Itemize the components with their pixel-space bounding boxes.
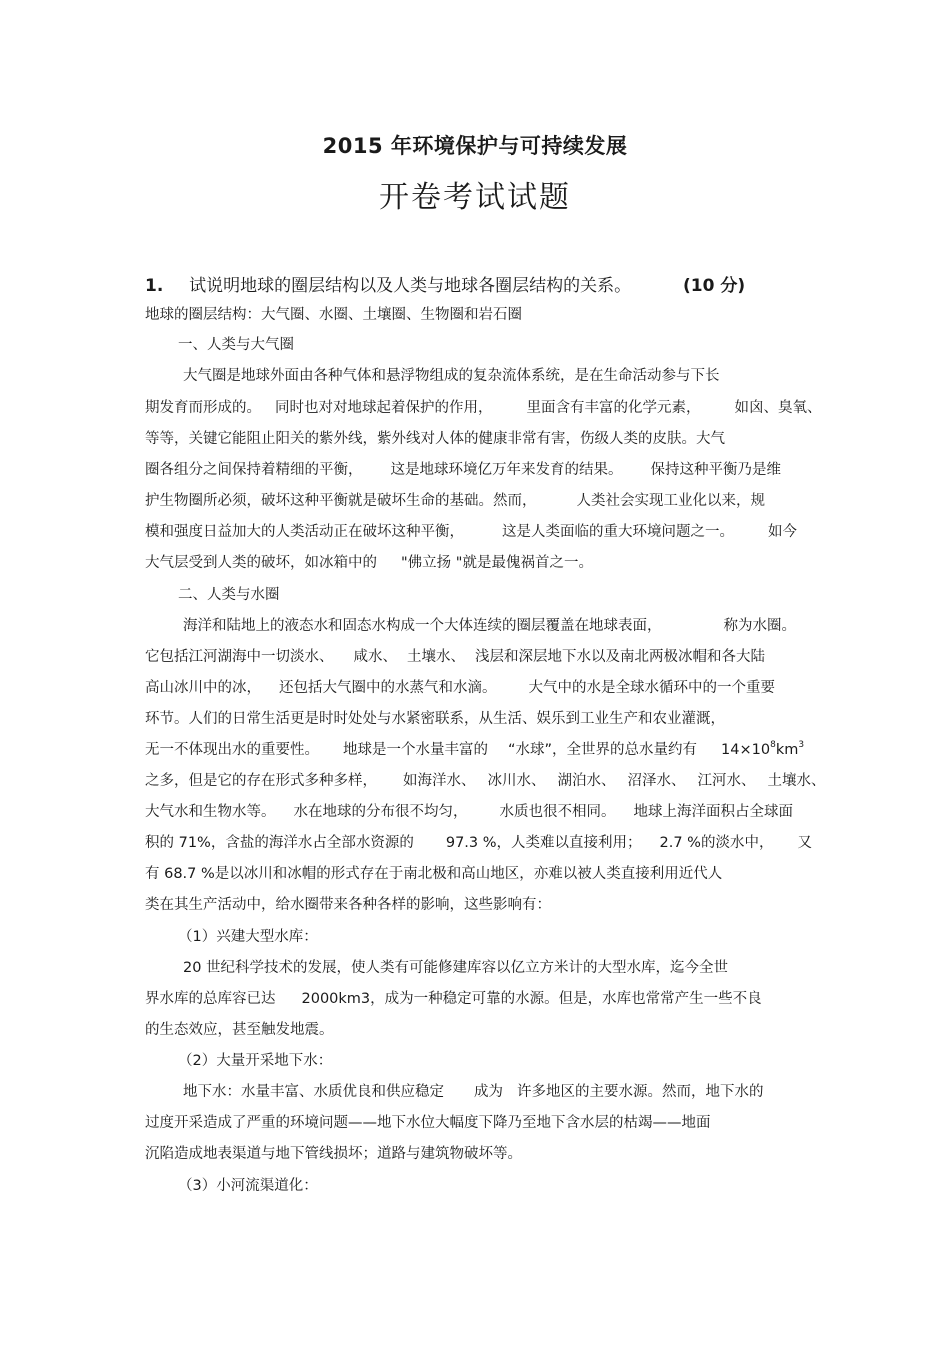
text-segment: 积的 71%，含盐的海洋水占全部水资源的 xyxy=(145,835,414,851)
paragraph-line: 地球的圈层结构：大气圈、水圈、土壤圈、生物圈和岩石圈 xyxy=(145,307,522,323)
document-title: 2015 年环境保护与可持续发展 xyxy=(322,134,628,158)
text-segment: 之多，但是它的存在形式多种多样， xyxy=(145,773,377,789)
text-segment: 它包括江河湖海中一切淡水、 xyxy=(145,649,334,665)
paragraph-line: 的生态效应，甚至触发地震。 xyxy=(145,1022,334,1038)
text-segment: 大气中的水是全球水循环中的一个重要 xyxy=(528,680,775,696)
paragraph-line xyxy=(145,398,822,418)
subheading-reservoirs: （1）兴建大型水库： xyxy=(178,929,318,945)
paragraph-line xyxy=(145,740,804,760)
paragraph-line xyxy=(145,553,593,573)
paragraph-line xyxy=(145,647,765,667)
text-segment: 2.7 %的淡水中， xyxy=(659,835,774,851)
text-segment: 里面含有丰富的化学元素， xyxy=(526,400,701,416)
question-1 xyxy=(145,276,745,296)
text-segment: 无一不体现出水的重要性。 xyxy=(145,742,319,758)
text-segment: 如囟、臭氧、 xyxy=(734,400,822,416)
text-segment: 2000km3，成为一种稳定可靠的水源。但是，水库也常常产生一些不良 xyxy=(301,991,762,1007)
paragraph-line xyxy=(145,989,762,1009)
paragraph-line xyxy=(145,833,812,853)
text-segment: 还包括大气圈中的水蒸气和水滴。 xyxy=(279,680,497,696)
text-segment: 又 xyxy=(797,835,812,851)
text-segment: 这是人类面临的重大环境问题之一。 xyxy=(502,524,734,540)
subheading-groundwater: （2）大量开采地下水： xyxy=(178,1053,333,1069)
text-segment: 水质也很不相同。 xyxy=(499,804,616,820)
text-segment: 冰川水、 xyxy=(487,773,546,789)
paragraph-line: 有 68.7 %是以冰川和冰帽的形式存在于南北极和高山地区，亦难以被人类直接利用近代人 xyxy=(145,866,723,882)
section-heading-hydrosphere: 二、人类与水圈 xyxy=(178,587,280,603)
paragraph-line xyxy=(145,460,781,480)
unit: km xyxy=(775,742,799,758)
paragraph-line: 大气圈是地球外面由各种气体和悬浮物组成的复杂流体系统，是在生命活动参与下长 xyxy=(183,368,720,384)
paragraph-line xyxy=(145,771,826,791)
paragraph-line xyxy=(183,1082,764,1102)
exponent: 3 xyxy=(798,740,805,750)
text-segment: 护生物圈所必须，破坏这种平衡就是破坏生命的基础。然而， xyxy=(145,493,537,509)
paragraph-line: 沉陷造成地表渠道与地下管线损坏；道路与建筑物破坏等。 xyxy=(145,1146,522,1162)
text-segment: 湖泊水、 xyxy=(557,773,616,789)
question-text: 试说明地球的圈层结构以及人类与地球各圈层结构的关系。 xyxy=(189,276,632,296)
paragraph-line xyxy=(145,678,775,698)
text-segment: 期发育而形成的。 xyxy=(145,400,261,416)
text-segment: 海洋和陆地上的液态水和固态水构成一个大体连续的圈层覆盖在地球表面， xyxy=(183,618,662,634)
text-segment: 沼泽水、 xyxy=(627,773,686,789)
text-segment: 模和强度日益加大的人类活动正在破坏这种平衡， xyxy=(145,524,464,540)
text-segment: 圈各组分之间保持着精细的平衡， xyxy=(145,462,363,478)
exponent: 8 xyxy=(770,740,776,750)
text-segment: 水在地球的分布很不均匀， xyxy=(293,804,468,820)
text-segment: 这是地球环境亿万年来发育的结果。 xyxy=(390,462,623,478)
text-segment: 地球上海洋面积占全球面 xyxy=(633,804,793,820)
paragraph-line xyxy=(183,616,796,636)
text-segment: 保持这种平衡乃是维 xyxy=(650,462,781,478)
text-segment: 如海洋水、 xyxy=(403,773,476,789)
document-subtitle: 开卷考试试题 xyxy=(379,180,571,215)
question-score: (10 分) xyxy=(682,276,746,296)
text-segment: “水球”，全世界的总水量约有 xyxy=(508,742,698,758)
section-heading-atmosphere: 一、人类与大气圈 xyxy=(178,337,294,353)
text-segment: 土壤水、 xyxy=(767,773,826,789)
text-segment: 14×10 xyxy=(721,742,771,758)
text-segment: 地下水：水量丰富、水质优良和供应稳定 xyxy=(183,1084,444,1100)
text-segment: 咸水、 xyxy=(353,649,397,665)
text-segment: 许多地区的主要水源。然而，地下水的 xyxy=(517,1084,764,1100)
paragraph-line: 过度开采造成了严重的环境问题——地下水位大幅度下降乃至地下含水层的枯竭——地面 xyxy=(145,1115,711,1131)
text-segment: 人类社会实现工业化以来，规 xyxy=(576,493,765,509)
text-segment: 土壤水、 xyxy=(407,649,465,665)
paragraph-line xyxy=(145,522,797,542)
subheading-channelization: （3）小河流渠道化： xyxy=(178,1178,318,1194)
text-segment: "佛立扬 "就是最傀祸首之一。 xyxy=(401,555,593,571)
text-segment: 称为水圈。 xyxy=(723,618,796,634)
text-segment: 高山冰川中的冰， xyxy=(145,680,261,696)
question-number: 1. xyxy=(145,276,164,296)
text-segment: 江河水、 xyxy=(697,773,756,789)
text-segment: 浅层和深层地下水以及南北两极冰帽和各大陆 xyxy=(475,649,765,665)
text-segment: 同时也对对地球起着保护的作用， xyxy=(275,400,493,416)
paragraph-line: 类在其生产活动中，给水圈带来各种各样的影响，这些影响有： xyxy=(145,897,551,913)
paragraph-line xyxy=(145,491,765,511)
text-segment: 大气水和生物水等。 xyxy=(145,804,276,820)
text-segment: 地球是一个水量丰富的 xyxy=(343,742,488,758)
paragraph-line: 等等，关键它能阻止阳关的紫外线，紫外线对人体的健康非常有害，伤级人类的皮肤。大气 xyxy=(145,431,725,447)
text-segment: 97.3 %，人类难以直接利用； xyxy=(445,835,642,851)
text-segment: 大气层受到人类的破坏，如冰箱中的 xyxy=(145,555,377,571)
text-segment: 成为 xyxy=(474,1084,503,1100)
text-segment: 如今 xyxy=(768,524,797,540)
paragraph-line xyxy=(145,802,793,822)
paragraph-line: 20 世纪科学技术的发展，使人类有可能修建库容以亿立方米计的大型水库，迄今全世 xyxy=(183,960,729,976)
paragraph-line: 环节。人们的日常生活更是时时处处与水紧密联系，从生活、娱乐到工业生产和农业灌溉， xyxy=(145,711,725,727)
text-segment: 界水库的总库容已达 xyxy=(145,991,276,1007)
